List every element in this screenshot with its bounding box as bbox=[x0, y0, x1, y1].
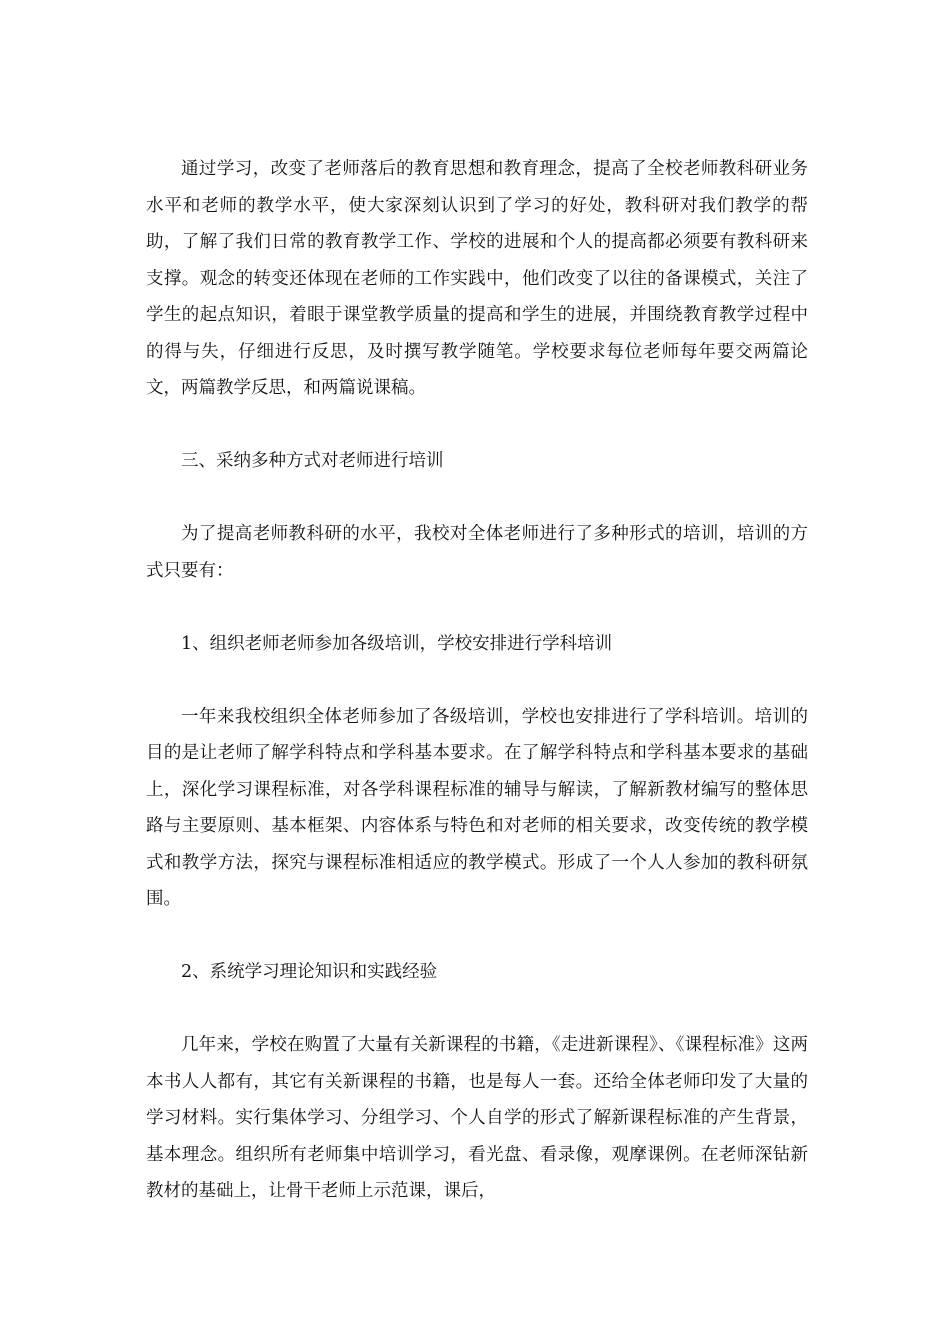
paragraph-training-intro: 为了提高老师教科研的水平，我校对全体老师进行了多种形式的培训，培训的方式只要有： bbox=[146, 524, 808, 581]
paragraph-gap bbox=[146, 991, 808, 1028]
subheading-1-organized-training: 1、组织老师老师参加各级培训，学校安排进行学科培训 bbox=[181, 633, 613, 654]
paragraph-gap bbox=[146, 407, 808, 444]
paragraph-gap bbox=[146, 589, 808, 626]
paragraph-gap bbox=[146, 918, 808, 955]
paragraph-subject-training: 一年来我校组织全体老师参加了各级培训，学校也安排进行了学科培训。培训的目的是让老师了解学科特点和学科基本要求。在了解学科特点和学科基本要求的基础上，深化学习课程标准，对各学科课程标准的辅导与解读，了解新教材编写的整体思路与主要原则、基本框架、内容体系与特色和对老师的相关要求，改变传统的教学模式和教学方法，探究与课程标准相适应的教学模式。形成了一个人人参加的教科研氛围。 bbox=[146, 706, 808, 909]
paragraph-gap bbox=[146, 662, 808, 699]
paragraph-teacher-learning-outcomes: 通过学习，改变了老师落后的教育思想和教育理念，提高了全校老师教科研业务水平和老师的教学水平，使大家深刻认识到了学习的好处，教科研对我们教学的帮助，了解了我们日常的教育教学工作、学校的进展和个人的提高都必须要有教科研来支撑。观念的转变还体现在老师的工作实践中，他们改变了以往的备课模式，关注了学生的起点知识，着眼于课堂教学质量的提高和学生的进展，并围绕教育教学过程中的得与失，仔细进行反思，及时撰写教学随笔。学校要求每位老师每年要交两篇论文，两篇教学反思，和两篇说课稿。 bbox=[146, 159, 808, 398]
document-page bbox=[146, 151, 808, 1210]
section-heading-training-methods: 三、采纳多种方式对老师进行培训 bbox=[181, 451, 444, 471]
subheading-2-systematic-study: 2、系统学习理论知识和实践经验 bbox=[181, 962, 438, 982]
paragraph-new-curriculum-books: 几年来，学校在购置了大量有关新课程的书籍，《走进新课程》、《课程标准》这两本书人人都有，其它有关新课程的书籍，也是每人一套。还给全体老师印发了大量的学习材料。实行集体学习、分组学习、个人自学的形式了解新课程标准的产生背景，基本理念。组织所有老师集中培训学习，看光盘、看录像，观摩课例。在老师深钻新教材的基础上，让骨干老师上示范课，课后， bbox=[146, 1035, 808, 1201]
paragraph-gap bbox=[146, 480, 808, 517]
